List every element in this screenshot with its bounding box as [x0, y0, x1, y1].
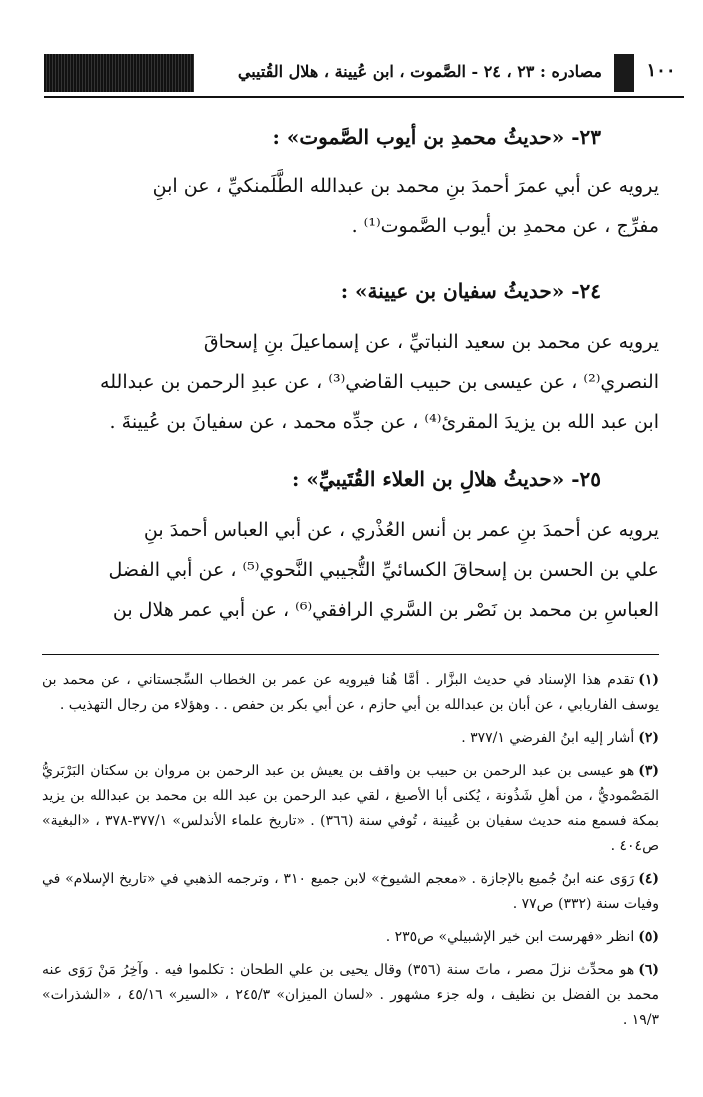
- entry-24: [42, 272, 659, 442]
- footnote: [42, 958, 659, 1033]
- entry-body: [42, 166, 659, 246]
- entry-25: [42, 460, 659, 630]
- text-line: يرويه عن محمد بن سعيد النباتيِّ ، عن إسماعيلَ بنِ إسحاقَ: [203, 331, 659, 353]
- footnote-text: هو محدِّث نزلَ مصر ، ماتَ سنة (٣٥٦) وقال يحيى بن علي الطحان : تكلموا فيه . وآخِرُ مَنْ رَوَى عنه محمد بن الفضل بن نظيف ، وله جزء مشهور . «لسان الميزان» ٢٤٥/٣ ، «السير» ٤٥/١٦ ، «الشذرات» ١٩/٣ .: [42, 962, 660, 1028]
- text-line: العباسِ بن محمد بن نَصْر بن السَّري الرافقي⁽⁶⁾ ، عن أبي عمر هلال بن: [112, 599, 659, 621]
- text-line: مفرِّج ، عن محمدِ بن أيوب الصَّموت⁽¹⁾ .: [351, 215, 659, 237]
- footnote-number: (١): [638, 672, 659, 688]
- header-ornament-right: [614, 54, 634, 92]
- header-rule: [44, 96, 684, 98]
- footnote: [42, 925, 659, 950]
- entry-heading: ٢٣- «حديثُ محمدِ بن أيوب الصَّموت» :: [272, 125, 601, 149]
- footnote: [42, 726, 659, 751]
- entry-body: [42, 322, 659, 442]
- running-title: مصادره : ٢٣ ، ٢٤ - الصَّموت ، ابن عُيينة ، هلال القُتيبي: [237, 62, 602, 81]
- footnote-text: أشار إليه ابنُ الفرضي ٣٧٧/١ .: [461, 730, 635, 746]
- footnote-number: (٤): [638, 871, 659, 887]
- footnote-text: رَوَى عنه ابنُ جُميع بالإجازة . «معجم الشيوخ» لابن جميع ٣١٠ ، وترجمه الذهبي في «تاريخ الإسلام» في وفيات سنة (٣٣٢) ص٧٧ .: [42, 871, 659, 912]
- entry-body: [42, 510, 659, 630]
- footnote: [42, 668, 659, 718]
- footnotes: [42, 668, 659, 1041]
- footnote-text: انظر «فهرست ابن خير الإشبيلي» ص٢٣٥ .: [385, 929, 635, 945]
- footnote-number: (٣): [638, 763, 659, 779]
- footnote-number: (٦): [638, 962, 659, 978]
- footnote: [42, 867, 659, 917]
- entry-heading: ٢٤- «حديثُ سفيان بن عيينة» :: [340, 279, 601, 303]
- text-line: النصري⁽²⁾ ، عن عيسى بن حبيب القاضي⁽³⁾ ، عن عبدِ الرحمن بن عبدالله: [100, 371, 659, 393]
- header-ornament-left: [44, 54, 194, 92]
- text-line: يرويه عن أبي عمرَ أحمدَ بنِ محمد بن عبدالله الطَّلَمنكيِّ ، عن ابنِ: [152, 175, 659, 197]
- footnote-number: (٥): [638, 929, 659, 945]
- footnote-text: هو عيسى بن عبد الرحمن بن حبيب بن واقف بن يعيش بن عبد الرحمن بن مروان بن سكتان البَرْبَريُّ المَصْموديُّ ، من أهلِ شَذُونة ، يُكنى أبا الأصبغ ، لقي عبد الرحمن بن عبد الله بن محمد بن عبدالله بن يزيد بمكة فسمع منه حديث سفيان بن عُيينة ، تُوفي سنة (٣٦٦) . «تاريخ علماء الأندلس» ٣٧٧/١-٣٧٨ ، «البغية» ص٤٠٤ .: [42, 763, 659, 854]
- footnote: [42, 759, 659, 859]
- entry-heading: ٢٥- «حديثُ هلالِ بن العلاء القُتَيبيِّ» :: [292, 467, 601, 491]
- page-number: ١٠٠: [646, 60, 676, 81]
- footnote-text: تقدم هذا الإسناد في حديث البزَّار . أمَّا هُنا فيرويه عن عمر بن الخطاب السِّجستاني ، عن محمد بن يوسف الفاريابي ، عن أبان بن عبدالله بن أبي حازم ، عن أبي بكر بن حفص . . وهؤلاء من رجال التهذيب .: [42, 672, 659, 713]
- footnote-number: (٢): [638, 730, 659, 746]
- text-line: علي بن الحسن بن إسحاقَ الكسائيِّ التُّجيبي النَّحوي⁽⁵⁾ ، عن أبي الفضل: [108, 559, 659, 581]
- text-line: ابن عبد الله بن يزيدَ المقرئ⁽⁴⁾ ، عن جدِّه محمد ، عن سفيانَ بن عُيينةَ .: [109, 411, 659, 433]
- text-line: يرويه عن أحمدَ بنِ عمر بن أنس العُذْري ، عن أبي العباس أحمدَ بنِ: [143, 519, 659, 541]
- entry-23: [42, 118, 659, 246]
- footnote-separator: [42, 654, 659, 655]
- running-header: [44, 48, 684, 98]
